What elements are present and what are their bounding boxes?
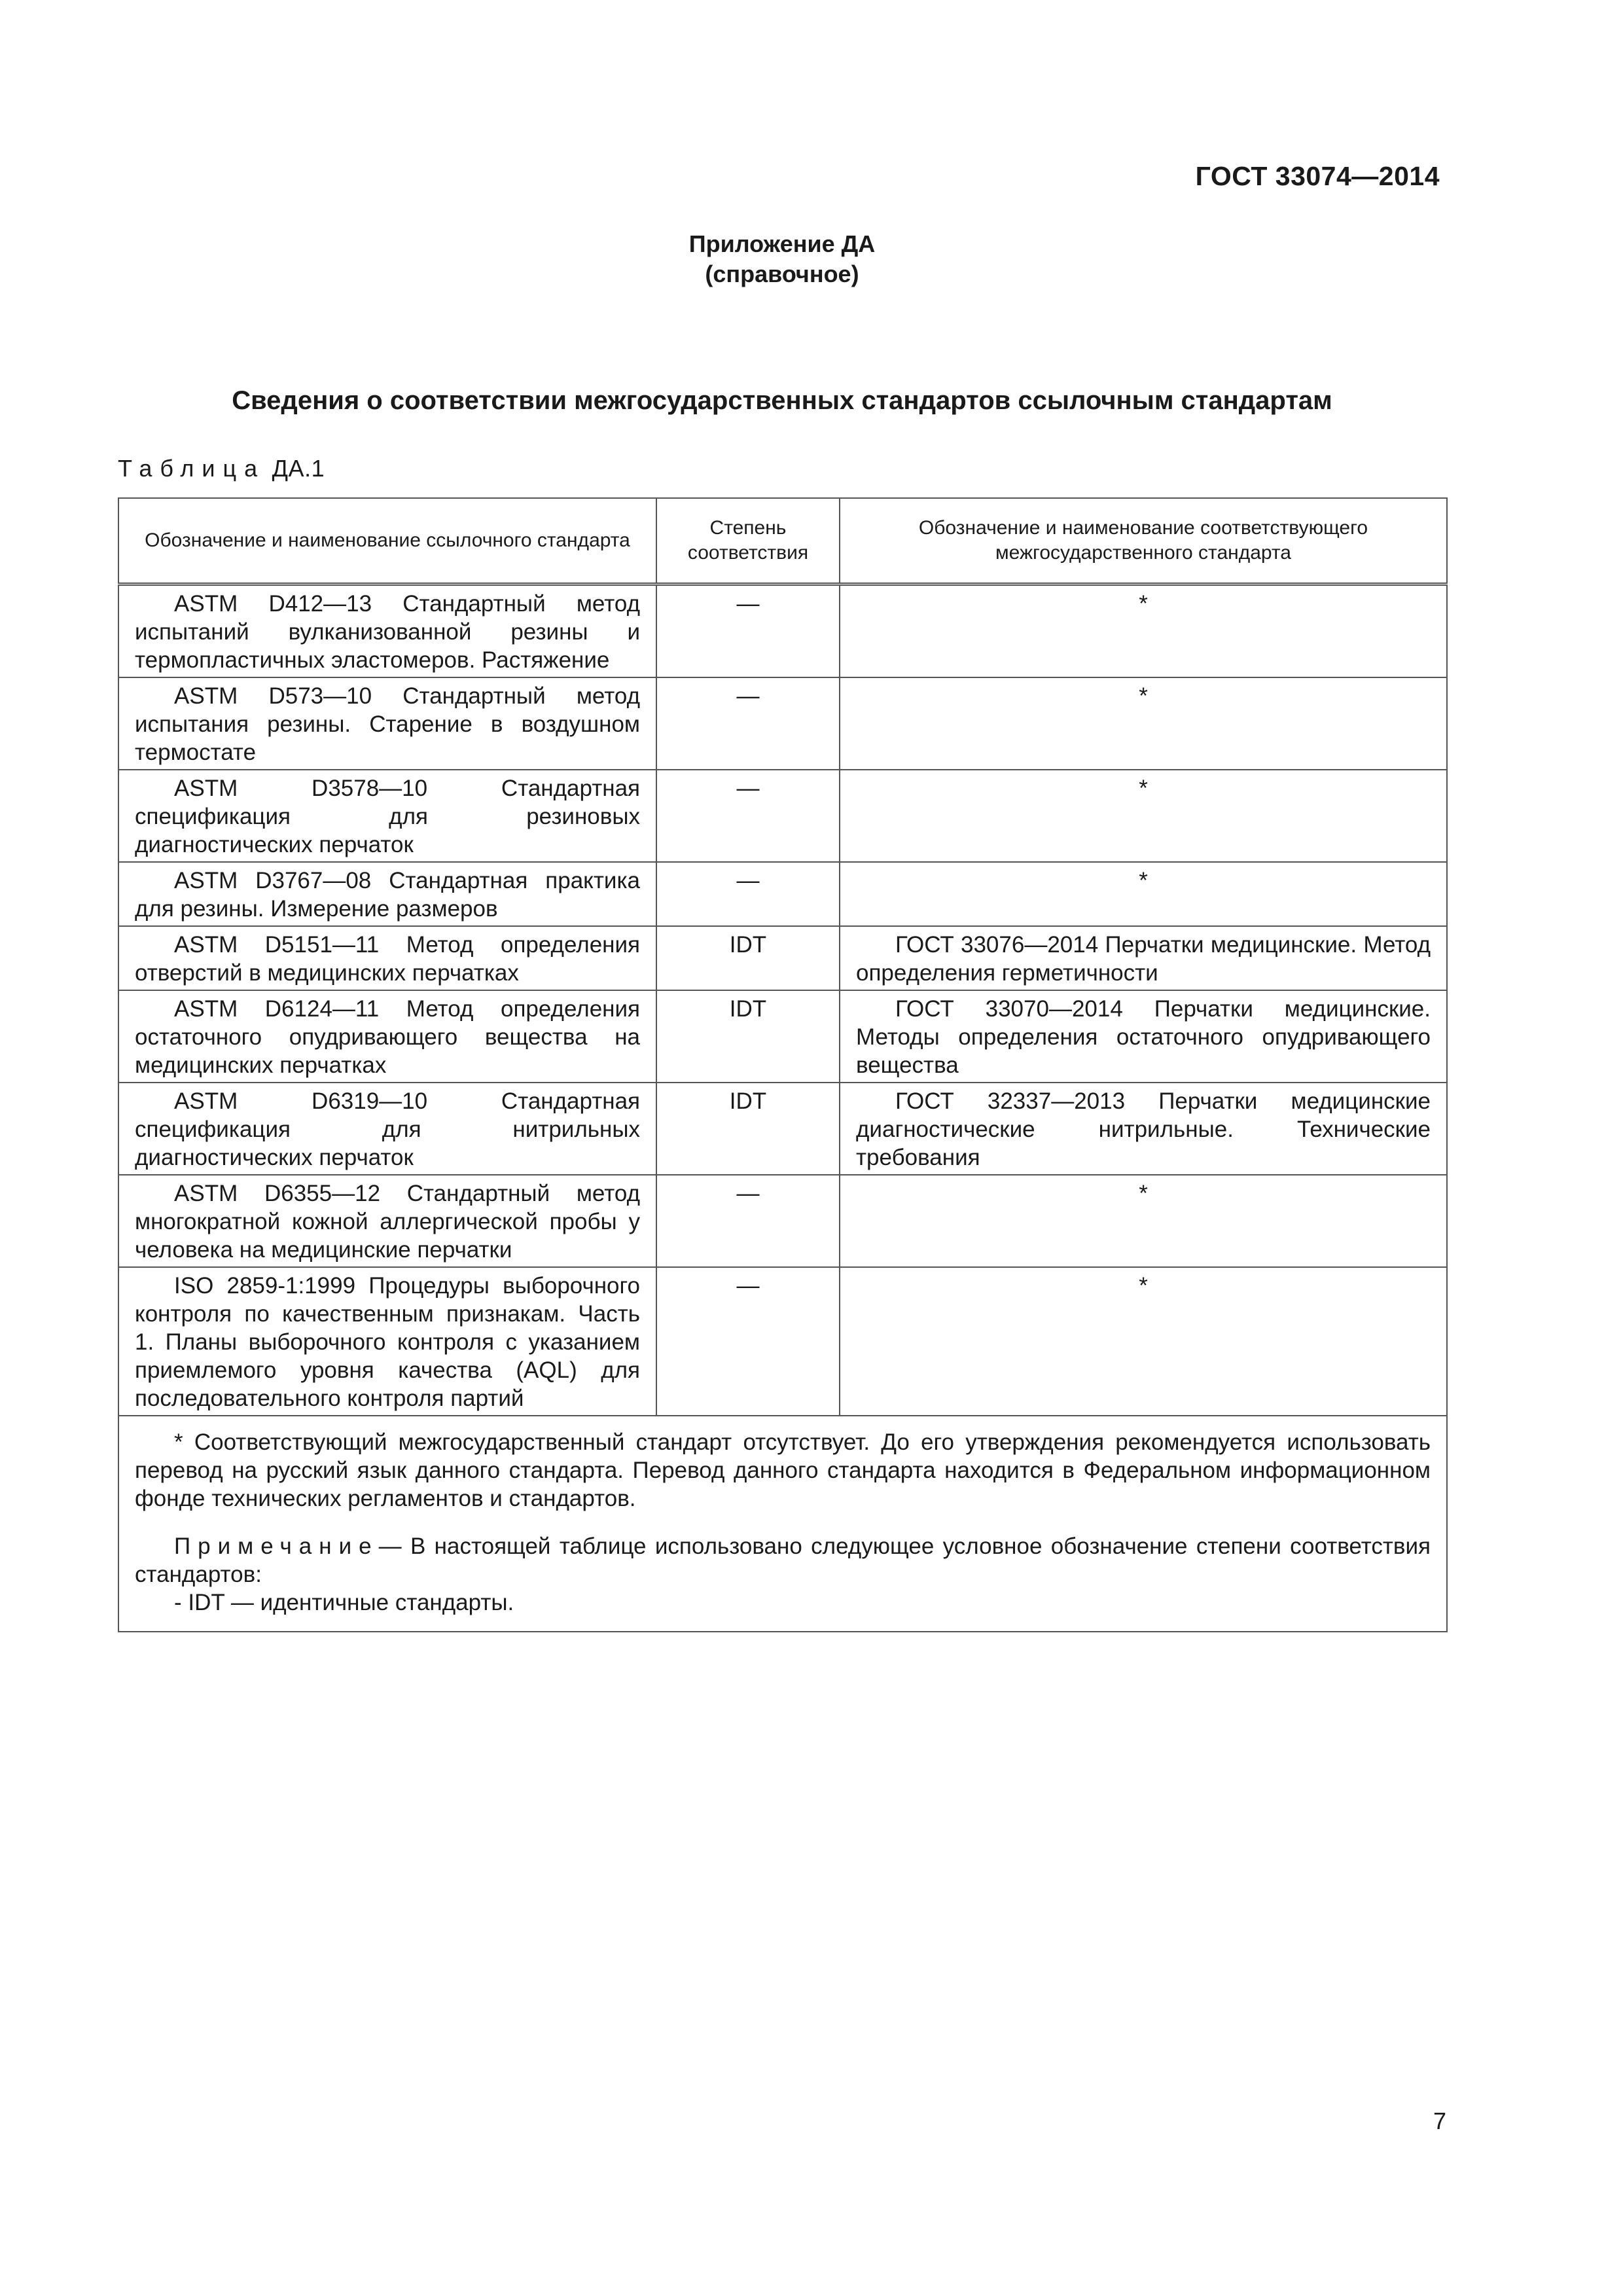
header-degree: Степень соответствия — [656, 498, 840, 584]
correspondence-table — [118, 497, 1448, 1632]
page-number: 7 — [1433, 2108, 1446, 2134]
degree-cell: — — [656, 1175, 840, 1267]
table-row — [118, 584, 1447, 678]
table-label-word: Таблица — [118, 455, 266, 482]
degree-cell: IDT — [656, 990, 840, 1083]
interstate-standard-cell: * — [840, 770, 1447, 862]
table-label — [118, 455, 325, 482]
interstate-standard-cell: ГОСТ 33070—2014 Перчатки медицинские. Методы определения остаточного опудривающего вещества — [840, 990, 1447, 1083]
interstate-standard-cell: * — [840, 1175, 1447, 1267]
appendix-heading — [0, 229, 1564, 289]
degree-cell: — — [656, 862, 840, 926]
table-row — [118, 990, 1447, 1083]
reference-standard-cell: ASTM D573—10 Стандартный метод испытания резины. Старение в воздушном термостате — [118, 677, 656, 770]
degree-cell: IDT — [656, 926, 840, 990]
degree-cell: — — [656, 1267, 840, 1416]
table-row — [118, 1267, 1447, 1416]
degree-cell: — — [656, 677, 840, 770]
note-text: — В настоящей таблице использовано следующее условное обозначение степени соответствия стандартов: — [135, 1534, 1431, 1587]
table-label-number: ДА.1 — [272, 455, 325, 482]
table-row — [118, 1175, 1447, 1267]
reference-standard-cell: ASTM D412—13 Стандартный метод испытаний вулканизованной резины и термопластичных эластомеров. Растяжение — [118, 584, 656, 678]
reference-standard-cell: ASTM D6319—10 Стандартная спецификация для нитрильных диагностических перчаток — [118, 1083, 656, 1175]
appendix-subtitle: (справочное) — [705, 260, 859, 287]
interstate-standard-cell: * — [840, 677, 1447, 770]
interstate-standard-cell: * — [840, 862, 1447, 926]
interstate-standard-cell: * — [840, 584, 1447, 678]
table-header-row — [118, 498, 1447, 584]
table-row — [118, 862, 1447, 926]
table-notes-cell — [118, 1416, 1447, 1632]
appendix-title: Приложение ДА — [688, 230, 876, 257]
interstate-standard-cell: ГОСТ 32337—2013 Перчатки медицинские диагностические нитрильные. Технические требования — [840, 1083, 1447, 1175]
table-row — [118, 1083, 1447, 1175]
table-row — [118, 926, 1447, 990]
reference-standard-cell: ASTM D5151—11 Метод определения отверстий в медицинских перчатках — [118, 926, 656, 990]
table-row — [118, 677, 1447, 770]
document-code: ГОСТ 33074—2014 — [1195, 161, 1440, 191]
interstate-standard-cell: * — [840, 1267, 1447, 1416]
footnote: * Соответствующий межгосударственный стандарт отсутствует. До его утверждения рекомендуется использовать перевод на русский язык данного стандарта. Перевод данного стандарта находится в Федеральном информационном фонде технических регламентов и стандартов. — [135, 1429, 1431, 1511]
table-row — [118, 770, 1447, 862]
degree-cell: — — [656, 584, 840, 678]
reference-standard-cell: ISO 2859-1:1999 Процедуры выборочного контроля по качественным признакам. Часть 1. Планы выборочного контроля с указанием приемлемого уровня качества (AQL) для последовательного контроля партий — [118, 1267, 656, 1416]
note-paragraph — [135, 1532, 1431, 1588]
header-interstate-standard: Обозначение и наименование соответствующего межгосударственного стандарта — [840, 498, 1447, 584]
header-reference-standard: Обозначение и наименование ссылочного стандарта — [118, 498, 656, 584]
note-item: - IDT — идентичные стандарты. — [174, 1590, 514, 1615]
table-notes-row — [118, 1416, 1447, 1632]
note-label: Примечание — [174, 1534, 379, 1559]
reference-standard-cell: ASTM D6124—11 Метод определения остаточного опудривающего вещества на медицинских перчатках — [118, 990, 656, 1083]
reference-standard-cell: ASTM D6355—12 Стандартный метод многократной кожной аллергической пробы у человека на медицинские перчатки — [118, 1175, 656, 1267]
degree-cell: — — [656, 770, 840, 862]
interstate-standard-cell: ГОСТ 33076—2014 Перчатки медицинские. Метод определения герметичности — [840, 926, 1447, 990]
reference-standard-cell: ASTM D3578—10 Стандартная спецификация для резиновых диагностических перчаток — [118, 770, 656, 862]
main-title: Сведения о соответствии межгосударственных стандартов ссылочным стандартам — [232, 386, 1332, 415]
degree-cell: IDT — [656, 1083, 840, 1175]
reference-standard-cell: ASTM D3767—08 Стандартная практика для резины. Измерение размеров — [118, 862, 656, 926]
